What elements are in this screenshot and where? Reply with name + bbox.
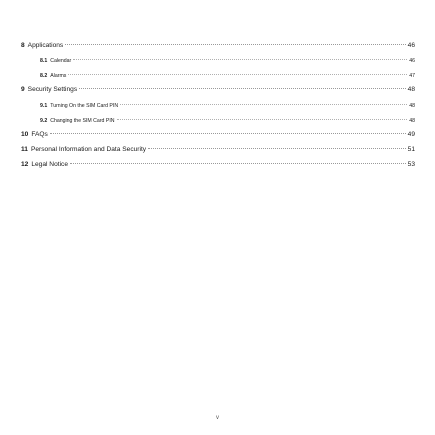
toc-entry-label: FAQs [31, 131, 48, 138]
dot-leader [68, 74, 407, 75]
toc-entry-label: Turning On the SIM Card PIN [50, 103, 119, 109]
toc-entry-label: Personal Information and Data Security [30, 146, 147, 153]
dot-leader [65, 44, 405, 45]
toc-entry-title [21, 42, 63, 49]
toc-entry-number: 9.2 [40, 118, 48, 124]
toc-entry-number: 9 [21, 86, 25, 93]
toc-entry-number: 9.1 [40, 103, 48, 109]
toc-entry-page: 47 [409, 73, 415, 79]
toc-entry-page: 48 [409, 118, 415, 124]
dot-leader [120, 104, 407, 105]
toc-entry-number: 8.1 [40, 58, 48, 64]
toc-entry[interactable] [21, 161, 415, 168]
toc-entry-page: 48 [407, 86, 415, 93]
toc-entry-label: Security Settings [27, 86, 78, 93]
dot-leader [73, 59, 407, 60]
toc-entry-title [40, 103, 118, 109]
toc-entry[interactable] [21, 146, 415, 153]
toc-entry[interactable] [40, 58, 415, 64]
toc-entry-label: Changing the SIM Card PIN [50, 118, 115, 124]
toc-entry-title [21, 146, 146, 153]
toc-entry-page: 46 [409, 58, 415, 64]
dot-leader [148, 148, 406, 149]
toc-entry-page: 53 [407, 161, 415, 168]
toc-entry[interactable] [21, 131, 415, 138]
dot-leader [79, 88, 406, 89]
dot-leader [50, 133, 406, 134]
toc-entry-page: 48 [409, 103, 415, 109]
toc-entry[interactable] [40, 73, 415, 79]
toc-entry[interactable] [21, 42, 415, 49]
toc-entry-number: 8 [21, 42, 25, 49]
toc-entry-label: Legal Notice [31, 161, 68, 168]
toc-entry-number: 11 [21, 146, 28, 153]
toc-entry-label: Alarms [50, 73, 67, 79]
toc-entry-title [21, 131, 48, 138]
toc-entry[interactable] [40, 103, 415, 109]
toc-entry-title [40, 73, 66, 79]
dot-leader [70, 163, 406, 164]
toc-entry[interactable] [21, 86, 415, 93]
toc-entry-page: 51 [407, 146, 415, 153]
toc-entry-title [40, 118, 115, 124]
toc-entry-title [40, 58, 71, 64]
toc-entry-title [21, 86, 77, 93]
page-number: v [216, 415, 219, 421]
toc-entry[interactable] [40, 118, 415, 124]
toc-entry-number: 8.2 [40, 73, 48, 79]
toc-entry-number: 10 [21, 131, 29, 138]
toc-entry-page: 46 [407, 42, 415, 49]
toc-entry-label: Calendar [50, 58, 72, 64]
toc-entry-label: Applications [27, 42, 64, 49]
toc-entry-number: 12 [21, 161, 29, 168]
toc-entry-page: 49 [407, 131, 415, 138]
toc-entry-title [21, 161, 68, 168]
dot-leader [117, 119, 408, 120]
